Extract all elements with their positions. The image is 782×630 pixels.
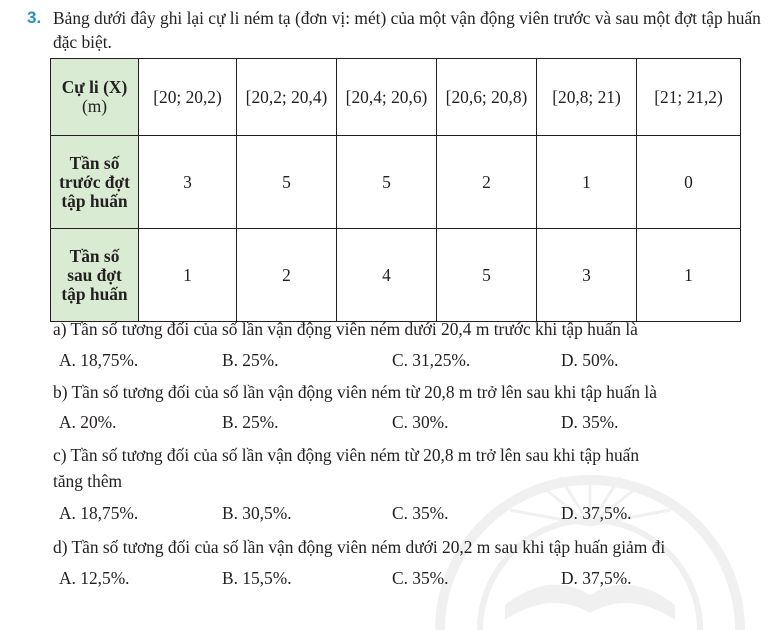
row-header-before (51, 136, 139, 229)
frequency-cell: 3 (537, 229, 637, 322)
option-a[interactable]: A. 12,5%. (59, 568, 130, 588)
option-b[interactable]: B. 25%. (222, 412, 279, 432)
subquestion-d: d) Tần số tương đối của số lần vận động viên ném dưới 20,2 m sau khi tập huấn giảm đi (53, 537, 666, 557)
interval-cell: [20; 20,2) (139, 59, 237, 136)
option-b[interactable]: B. 30,5%. (222, 503, 292, 523)
frequency-cell: 1 (139, 229, 237, 322)
header-line: Tần số (69, 152, 120, 173)
option-d[interactable]: D. 37,5%. (561, 503, 632, 523)
option-c[interactable]: C. 31,25%. (392, 350, 471, 370)
option-a[interactable]: A. 18,75%. (59, 350, 139, 370)
option-a[interactable]: A. 18,75%. (59, 503, 139, 523)
option-c[interactable]: C. 35%. (392, 503, 449, 523)
header-line: trước đợt (59, 171, 130, 192)
subquestion-b: b) Tần số tương đối của số lần vận động viên ném từ 20,8 m trở lên sau khi tập huấn là (53, 382, 657, 402)
options-a (59, 348, 759, 372)
option-d[interactable]: D. 50%. (561, 350, 619, 370)
table-row-after (51, 229, 741, 322)
header-line: (m) (81, 96, 108, 116)
option-a[interactable]: A. 20%. (59, 412, 117, 432)
option-d[interactable]: D. 37,5%. (561, 568, 632, 588)
interval-cell: [20,2; 20,4) (237, 59, 337, 136)
frequency-cell: 5 (437, 229, 537, 322)
option-c[interactable]: C. 35%. (392, 568, 449, 588)
frequency-cell: 1 (637, 229, 741, 322)
frequency-cell: 2 (437, 136, 537, 229)
options-c (59, 501, 759, 525)
header-line: tập huấn (61, 190, 128, 211)
table-row-distance (51, 59, 741, 136)
frequency-cell: 5 (337, 136, 437, 229)
subquestion-a: a) Tần số tương đối của số lần vận động viên ném dưới 20,4 m trước khi tập huấn là (53, 319, 638, 339)
row-header-after (51, 229, 139, 322)
frequency-cell: 0 (637, 136, 741, 229)
interval-cell: [20,4; 20,6) (337, 59, 437, 136)
frequency-cell: 3 (139, 136, 237, 229)
option-c[interactable]: C. 30%. (392, 412, 449, 432)
interval-cell: [20,8; 21) (537, 59, 637, 136)
options-b (59, 410, 759, 434)
frequency-cell: 4 (337, 229, 437, 322)
option-d[interactable]: D. 35%. (561, 412, 619, 432)
row-header-distance (51, 59, 139, 136)
interval-cell: [20,6; 20,8) (437, 59, 537, 136)
question-text: Bảng dưới đây ghi lại cự li ném tạ (đơn vị: mét) của một vận động viên trước và sau một đợt tập huấn đặc biệt. (53, 8, 761, 52)
header-line: sau đợt (67, 264, 122, 285)
header-line: tập huấn (61, 283, 128, 304)
frequency-cell: 5 (237, 136, 337, 229)
option-b[interactable]: B. 15,5%. (222, 568, 292, 588)
subquestion-c-line1: c) Tần số tương đối của số lần vận động viên ném từ 20,8 m trở lên sau khi tập huấn (53, 445, 640, 465)
frequency-cell: 2 (237, 229, 337, 322)
option-b[interactable]: B. 25%. (222, 350, 279, 370)
subquestion-c-line2: tăng thêm (53, 471, 123, 491)
header-line: Tần số (69, 245, 120, 266)
header-line: Cự li (X) (61, 77, 128, 97)
question-number: 3. (27, 8, 42, 27)
frequency-cell: 1 (537, 136, 637, 229)
interval-cell: [21; 21,2) (637, 59, 741, 136)
table-row-before (51, 136, 741, 229)
frequency-table (50, 58, 741, 322)
options-d (59, 566, 759, 590)
